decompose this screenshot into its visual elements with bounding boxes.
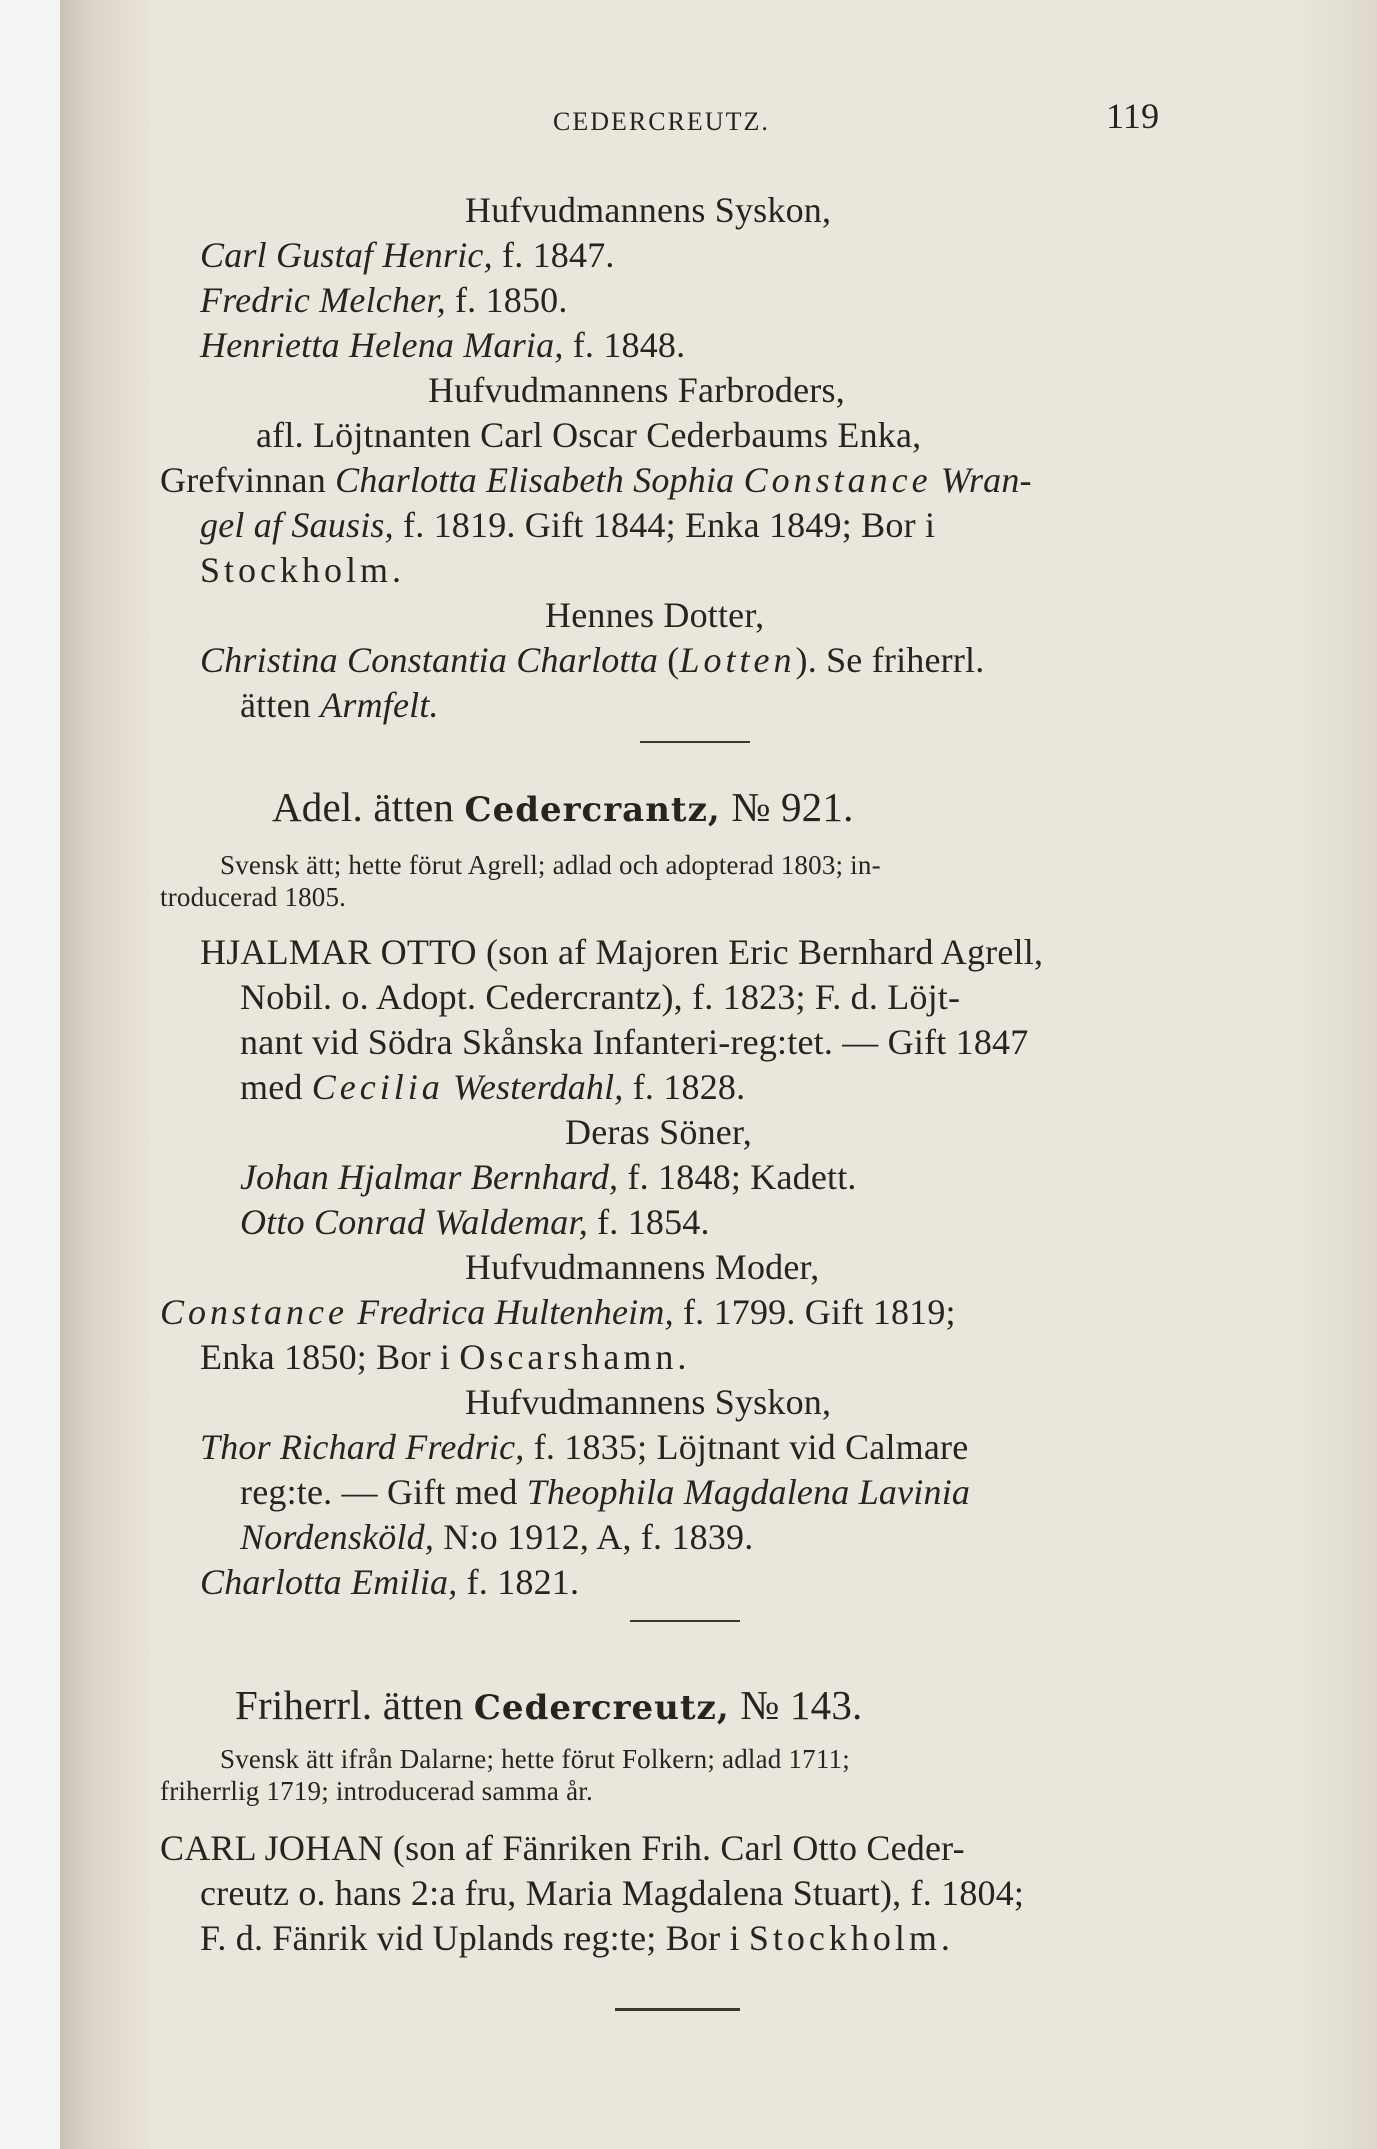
subheading-siblings: Hufvudmannens Syskon,: [465, 1382, 832, 1422]
family-name: Armfelt.: [320, 685, 439, 725]
page-number: 119: [1106, 96, 1160, 136]
person-name: Johan Hjalmar Bernhard,: [240, 1157, 619, 1197]
person-name: gel af Sausis,: [200, 505, 394, 545]
entry-line: nant vid Södra Skånska Infanteri-reg:tet. — Gift 1847: [240, 1022, 1029, 1062]
entry-text: f. 1799. Gift 1819;: [673, 1292, 956, 1332]
person-name: Wran-: [931, 460, 1032, 500]
entry-text: ätten: [240, 685, 321, 725]
place-name: Oscarshamn.: [459, 1337, 691, 1377]
subheading-siblings: Hufvudmannens Syskon,: [465, 190, 832, 230]
family-heading: [272, 782, 854, 835]
entry-line: [240, 1515, 753, 1559]
entry-line: [200, 1335, 690, 1379]
family-title: Cedercrantz,: [464, 790, 721, 830]
entry-line: afl. Löjtnanten Carl Oscar Cederbaums Enka,: [256, 415, 922, 455]
entry-line: [200, 233, 615, 277]
divider: [630, 1620, 740, 1622]
entry-text: f. 1850.: [445, 280, 568, 320]
entry-text: f. 1835; Löjtnant vid Calmare: [524, 1427, 969, 1467]
person-name-spaced: Constance: [160, 1292, 348, 1332]
entry-text: f. 1848.: [563, 325, 686, 365]
entry-line: [240, 1155, 857, 1199]
nickname: Lotten: [679, 640, 796, 680]
person-name: Theophila Magdalena Lavinia: [526, 1472, 971, 1512]
entry-line: [160, 458, 1032, 502]
heading-text: Friherrl. ätten: [235, 1682, 474, 1728]
person-name: Westerdahl,: [443, 1067, 624, 1107]
person-name: Charlotta Elisabeth Sophia: [335, 460, 744, 500]
entry-text: f. 1854.: [587, 1202, 710, 1242]
entry-text: Grefvinnan: [160, 460, 336, 500]
subheading-uncles: Hufvudmannens Farbroders,: [428, 370, 845, 410]
place-name: Stockholm.: [748, 1918, 954, 1958]
person-name: Christina Constantia Charlotta: [200, 640, 659, 680]
entry-line: CARL JOHAN (son af Fänriken Frih. Carl Otto Ceder-: [160, 1828, 965, 1868]
entry-text: ). Se friherrl.: [795, 640, 985, 680]
family-name: Nordensköld,: [240, 1517, 435, 1557]
person-name: Henrietta Helena Maria,: [200, 325, 564, 365]
entry-line: [240, 1065, 745, 1109]
entry-text: f. 1848; Kadett.: [618, 1157, 857, 1197]
family-intro: troducerad 1805.: [160, 882, 347, 912]
entry-line: [160, 1290, 956, 1334]
entry-line: HJALMAR OTTO (son af Majoren Eric Bernhard Agrell,: [200, 932, 1044, 972]
entry-text: f. 1847.: [492, 235, 615, 275]
entry-line: [200, 278, 568, 322]
entry-line: Nobil. o. Adopt. Cedercrantz), f. 1823; F. d. Löjt-: [240, 977, 961, 1017]
entry-line: [200, 323, 685, 367]
entry-line: [200, 638, 984, 682]
entry-line: creutz o. hans 2:a fru, Maria Magdalena Stuart), f. 1804;: [200, 1873, 1025, 1913]
heading-text: Adel. ätten: [272, 784, 465, 830]
person-name: Otto Conrad Waldemar,: [240, 1202, 588, 1242]
family-intro: Svensk ätt ifrån Dalarne; hette förut Folkern; adlad 1711;: [220, 1744, 850, 1774]
person-name: Fredrica Hultenheim,: [347, 1292, 674, 1332]
entry-text: f. 1819. Gift 1844; Enka 1849; Bor i: [393, 505, 936, 545]
entry-text: f. 1828.: [623, 1067, 746, 1107]
entry-text: F. d. Fänrik vid Uplands reg:te; Bor i: [200, 1918, 749, 1958]
person-name: Thor Richard Fredric,: [200, 1427, 525, 1467]
heading-number: № 921.: [720, 784, 854, 830]
page-edge-shade: [1297, 0, 1377, 2149]
entry-line: [240, 1470, 970, 1514]
entry-text: f. 1821.: [457, 1562, 580, 1602]
person-name-spaced: Cecilia: [311, 1067, 444, 1107]
running-title: CEDERCREUTZ.: [553, 107, 770, 136]
person-name: Carl Gustaf Henric,: [200, 235, 493, 275]
entry-line: [200, 1425, 968, 1469]
divider: [615, 2008, 740, 2011]
subheading-mother: Hufvudmannens Moder,: [465, 1247, 820, 1287]
entry-text: (: [658, 640, 680, 680]
entry-line: [200, 1916, 954, 1960]
entry-text: N:o 1912, A, f. 1839.: [434, 1517, 754, 1557]
person-name: Charlotta Emilia,: [200, 1562, 458, 1602]
family-intro: Svensk ätt; hette förut Agrell; adlad och adopterad 1803; in-: [220, 850, 881, 880]
place-name: Stockholm.: [200, 550, 406, 590]
entry-text: Enka 1850; Bor i: [200, 1337, 460, 1377]
divider: [640, 741, 750, 743]
entry-line: [200, 503, 935, 547]
page-gutter: [0, 0, 60, 2149]
subheading-sons: Deras Söner,: [565, 1112, 752, 1152]
subheading-daughter: Hennes Dotter,: [545, 595, 765, 635]
entry-text: med: [240, 1067, 312, 1107]
family-title: Cedercreutz,: [473, 1688, 730, 1728]
family-intro: friherrlig 1719; introducerad samma år.: [160, 1776, 593, 1806]
page-binding-shadow: [60, 0, 150, 2149]
person-name: Fredric Melcher,: [200, 280, 446, 320]
entry-line: [240, 683, 439, 727]
entry-line: [200, 1560, 579, 1604]
entry-text: reg:te. — Gift med: [240, 1472, 527, 1512]
family-heading: [235, 1680, 862, 1733]
person-name-spaced: Constance: [743, 460, 932, 500]
heading-number: № 143.: [729, 1682, 863, 1728]
entry-line: [240, 1200, 710, 1244]
